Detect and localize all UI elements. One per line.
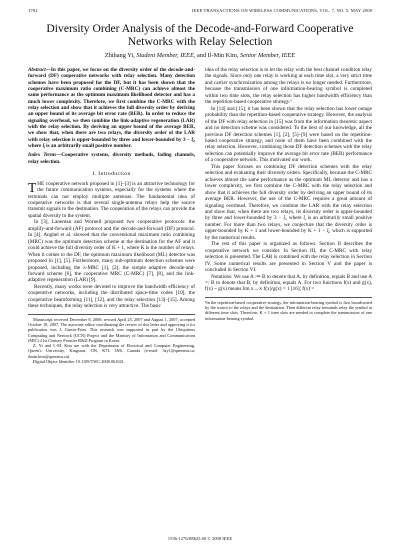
intro-paragraph-3: Recently, many works were devoted to improve the bandwidth efficiency of cooperative networks, including the distributed space-time codes [10], the cooperative beamforming [11], [12], and the relay selection [13]–[15]. Among these techniques, the relay selection is very attractive. The basic	[28, 283, 195, 310]
author-role-1: Student Member, IEEE,	[136, 52, 196, 59]
author-names-2: and Il-Min Kim,	[195, 52, 241, 59]
copyright-line: 1536-1276/08$25.00 © 2008 IEEE	[167, 536, 233, 541]
footnote-affiliation: Z. Yi and I.-M. Kim are with the Department of Electrical and Computer Engineering, Queen's University, Kingston, ON, K7L 3N6, Canada (e-mail: 3zy1@queensu.ca; ilmin.kim@queensu.ca).	[28, 343, 195, 359]
right-paragraph-4: The rest of this paper is organized as follows. Section II describes the cooperative network we consider. In Section III, the C-MRC with relay selection is presented. The LAR is combined with the relay selection in Section IV. Some numerical results are presented in Section V and the paper is concluded in Section VI.	[205, 241, 372, 274]
intro-paragraph-1-text: HE cooperative network proposed in [1]–[3] is an attractive technology for the future communication systems, especially for the systems where the terminals can not employ multiple antennas. The fundamental idea of cooperative networks is that several single-antenna relays help the source transmit signals to the destination. The cooperation of the relays can provide the spatial diversity to the system.	[28, 180, 195, 219]
journal-name: IEEE TRANSACTIONS ON WIRELESS COMMUNICATIONS, VOL. 7, NO. 5, MAY 2008	[192, 7, 372, 13]
paper-title: Diversity Order Analysis of the Decode-and-Forward Cooperative Networks with Relay Selection	[46, 22, 354, 48]
abstract	[28, 67, 195, 149]
right-paragraph-5: Notations: We use A :⇒ B to denote that A, by definition, equals B and use A =: B to denote that B, by definition, equals A. For two functions f(x) and g(x), f(x) ~ g(x) means lim x→∞ f(x)/g(x) = 1 [16]; f(x) =	[205, 273, 372, 293]
intro-paragraph-1	[28, 181, 195, 220]
abstract-label: Abstract	[28, 67, 46, 73]
footnote-manuscript: Manuscript received December 8, 2006; revised April 25, 2007 and August 1, 2007; accepted October 18, 2007. The associate editor coordinating the review of this letter and approving it for publication was J. Garcia-Frias. This research was supported in part by the Ubiquitous Computing and Network (UCN) Project and the Ministry of Information and Communication (MIC) 21st Century Frontier R&D Program in Korea.	[28, 316, 195, 343]
left-column	[28, 67, 195, 364]
right-paragraph-2: In [14] and [15], it has been shown that the relay selection has lower outage probability than the repetition-based cooperative strategy. However, the analysis of the DF with relay selection in [15] was from the information theoretic aspect and no detection scheme was considered. To the best of our knowledge, all the previous DF detection schemes [1], [2], [5]–[9] were based on the repetition-based cooperative strategy, and none of them have been combined with the relay selection. However, combining those DF detection schemes with the relay selection can potentially improve the average bit error rate (BER) performance of a cooperative network. This motivated our work.	[205, 105, 372, 164]
two-column-body	[28, 67, 372, 364]
author-role-2: Senior Member, IEEE	[240, 52, 296, 59]
running-head	[28, 6, 372, 14]
drop-cap: T	[28, 179, 37, 195]
right-column	[205, 67, 372, 364]
right-paragraph-3: This paper focuses on combining DF detection schemes with the relay selection and evaluating their diversity orders. Specifically, because the C-MRC achieves almost the same performance as the optimum ML detector and has a lower complexity, we first combine the C-MRC with the relay selection and show that it achieves the full diversity order by deriving an upper bound of its average BER. However, the use of the C-MRC requires a great amount of signaling overhead. Therefore, we combine the LAR with the relay selection and show that, when there are two relays, its diversity order is upper-bounded by three and lower-bounded by 3 − ξ, where ξ is an arbitrarily small positive number. For more than two relays, we conjecture that the diversity order is upper-bounded by K + 1 and lower-bounded by K + 1 − ξ, which is supported by the numerical results.	[205, 163, 372, 241]
manuscript-footnote	[28, 314, 195, 365]
footnote-doi: Digital Object Identifier 10.1109/TWC.2008.061041.	[33, 359, 125, 365]
index-terms-label: Index Terms	[28, 152, 57, 159]
abstract-text: —In this paper, we focus on the diversity order of the decode-and-forward (DF) cooperative networks with relay selection. Many detection schemes have been proposed for the DF, but it has been shown that the cooperative maximum ratio combining (C-MRC) can achieve almost the same performance as the optimum maximum likelihood detector and has a much lower complexity. Therefore, we first combine the C-MRC with the relay selection and show that it achieves the full diversity order by deriving an upper bound of its average bit error rate (BER). In order to reduce the signaling overhead, we then combine the link-adaptive regeneration (LAR) with the relay selection. By deriving an upper bound of the average BER, we show that, when there are two relays, the diversity order of the LAR with relay selection is upper-bounded by three and lower-bounded by 3 − ξ, where ξ is an arbitrarily small positive number.	[28, 67, 195, 150]
index-terms-text: —Cooperative systems, diversity methods, fading channels, relay selection.	[28, 152, 195, 165]
repetition-footnote: ¹In the repetition-based cooperative strategy, the information-bearing symbol is first broadcasted by the source to the relays and the destination. Then different relay terminals relay the symbol at different time slots. Therefore, K + 1 time slots are needed to complete the transmission of one information-bearing symbol.	[205, 297, 372, 321]
intro-paragraph-2: In [3], Laneman and Wornell proposed two cooperative protocols: the amplify-and-forward (AF) protocol and the decode-and-forward (DF) protocol. In [4], Anghel et al. showed that the conventional maximum ratio combining (MRC) was the optimum detection scheme at the destination for the AF and it could achieve the full diversity order of K + 1, where K is the number of relays. When it comes to the DF, the optimum maximum likelihood (ML) detector was proposed in [1], [5]. Furthermore, many sub-optimum detection schemes were proposed, including the λ-MRC [1], [2], the simple adaptive decode-and-forward scheme [6], the cooperative MRC (C-MRC) [7], [8], and the link-adaptive regeneration (LAR) [9].	[28, 219, 195, 284]
author-line	[28, 52, 372, 59]
index-terms	[28, 152, 195, 165]
author-names-1: Zhihang Yi,	[104, 52, 137, 59]
section-heading-introduction: I. Introduction	[92, 171, 131, 178]
page-number: 1792	[28, 7, 38, 13]
right-paragraph-1: idea of the relay selection is to let the relay with the best channel condition relay the signals. Since only one relay is working at each time slot, a very strict time and carrier synchronization among the relays is no longer needed. Furthermore, because the transmission of one information-bearing symbol is completed within two time slots, the relay selection has higher bandwidth efficiency than the repetition-based cooperative strategy.¹	[205, 67, 372, 106]
